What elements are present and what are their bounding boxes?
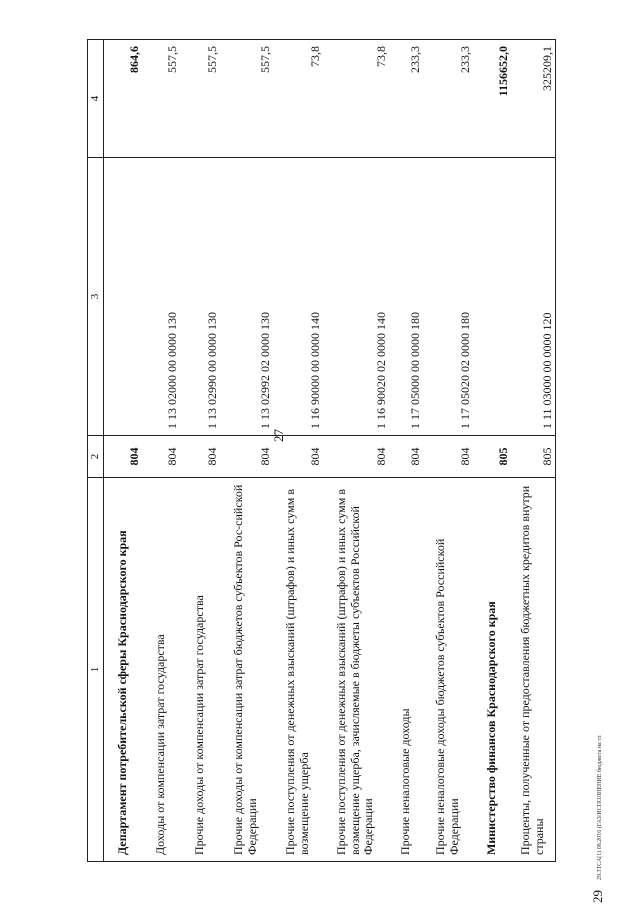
row-kbk: 1 16 90000 00 0000 140 [273, 158, 323, 436]
row-amount: 557,5 [142, 40, 180, 158]
corner-page-number: 29 [590, 890, 605, 903]
row-kbk: 1 13 02990 00 0000 130 [180, 158, 220, 436]
header-col-2: 2 [88, 436, 104, 478]
row-kbk: 1 17 05020 02 0000 180 [423, 158, 473, 436]
row-name: Прочие доходы от компенсации затрат государства [180, 478, 220, 862]
table-row [389, 40, 423, 862]
table-row [473, 40, 511, 862]
row-admin-code: 804 [220, 436, 273, 478]
table-row [323, 40, 389, 862]
table-row [220, 40, 273, 862]
rotated-revenue-table [87, 40, 555, 862]
row-admin-code: 805 [473, 436, 511, 478]
revenue-table [87, 39, 556, 862]
row-name: Департамент потребительской сферы Краснодарского края [104, 478, 142, 862]
row-kbk: 1 17 05000 00 0000 180 [389, 158, 423, 436]
row-name: Министерство финансов Краснодарского края [473, 478, 511, 862]
row-admin-code: 804 [180, 436, 220, 478]
row-name: Проценты, полученные от предоставления бюджетных кредитов внутри страны [511, 478, 556, 862]
row-kbk: 1 13 02000 00 0000 130 [142, 158, 180, 436]
row-name: Прочие доходы от компенсации затрат бюджетов субъектов Рос-сийской Федерации [220, 478, 273, 862]
row-kbk [104, 158, 142, 436]
row-amount: 233,3 [423, 40, 473, 158]
table-row [180, 40, 220, 862]
row-amount: 1156652,0 [473, 40, 511, 158]
row-kbk: 1 11 03000 00 0000 120 [511, 158, 556, 436]
row-amount: 557,5 [180, 40, 220, 158]
row-amount: 557,5 [220, 40, 273, 158]
row-name: Прочие поступления от денежных взысканий (штрафов) и иных сумм в возмещение ущерба, зачисляемые в бюджеты субъектов Российской Федерации [323, 478, 389, 862]
row-admin-code: 804 [323, 436, 389, 478]
table-header-row [88, 40, 104, 862]
row-name: Прочие неналоговые доходы бюджетов субъектов Российской Федерации [423, 478, 473, 862]
page-number: 27 [271, 429, 286, 442]
row-name: Прочие неналоговые доходы [389, 478, 423, 862]
row-kbk: 1 16 90020 02 0000 140 [323, 158, 389, 436]
row-admin-code: 804 [142, 436, 180, 478]
table-row [273, 40, 323, 862]
row-admin-code: 804 [423, 436, 473, 478]
row-admin-code: 805 [511, 436, 556, 478]
row-amount: 73,8 [273, 40, 323, 158]
header-col-1: 1 [88, 478, 104, 862]
table-row [511, 40, 556, 862]
row-amount: 325209,1 [511, 40, 556, 158]
row-kbk [473, 158, 511, 436]
row-amount: 864,6 [104, 40, 142, 158]
row-amount: 73,8 [323, 40, 389, 158]
table-row [104, 40, 142, 862]
row-name: Доходы от компенсации затрат государства [142, 478, 180, 862]
row-admin-code: 804 [273, 436, 323, 478]
table-row [142, 40, 180, 862]
header-col-3: 3 [88, 158, 104, 436]
row-amount: 233,3 [389, 40, 423, 158]
header-col-4: 4 [88, 40, 104, 158]
footer-document-code: 29.3ТСА(1) 08.2016 (ГАЗ/ИСПОЛНЕНИЕ бюджета на тл [597, 735, 603, 880]
row-admin-code: 804 [104, 436, 142, 478]
row-kbk: 1 13 02992 02 0000 130 [220, 158, 273, 436]
row-name: Прочие поступления от денежных взысканий (штрафов) и иных сумм в возмещение ущерба [273, 478, 323, 862]
table-row [423, 40, 473, 862]
row-admin-code: 804 [389, 436, 423, 478]
